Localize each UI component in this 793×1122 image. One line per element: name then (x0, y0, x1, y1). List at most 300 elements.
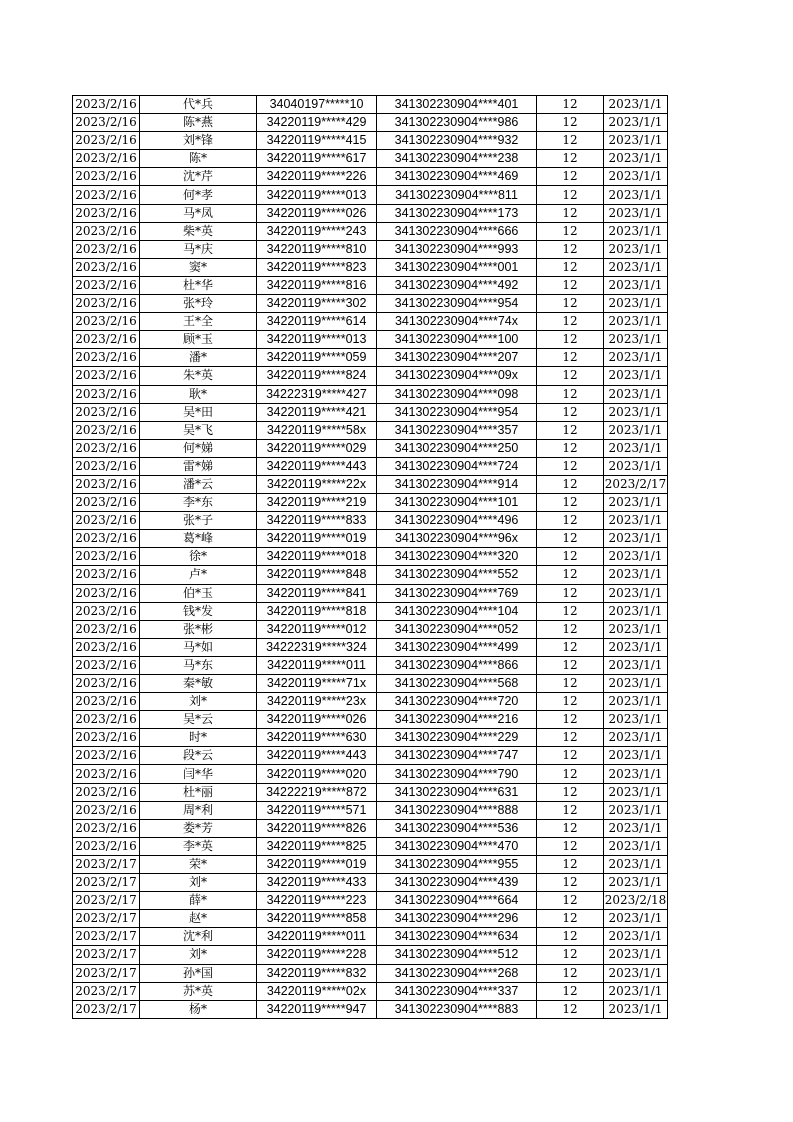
table-row (73, 584, 668, 602)
id-number-cell: 34220119*****228 (257, 946, 377, 964)
account-number-cell: 341302230904****769 (377, 584, 537, 602)
start-date-cell: 2023/1/1 (604, 114, 668, 132)
date-cell: 2023/2/16 (73, 837, 140, 855)
date-cell: 2023/2/16 (73, 656, 140, 674)
count-cell: 12 (537, 276, 604, 294)
name-cell: 苏*英 (140, 982, 257, 1000)
date-cell: 2023/2/16 (73, 186, 140, 204)
start-date-cell: 2023/1/1 (604, 747, 668, 765)
id-number-cell: 34220119*****443 (257, 457, 377, 475)
id-number-cell: 34220119*****415 (257, 132, 377, 150)
id-number-cell: 34220119*****58x (257, 421, 377, 439)
start-date-cell: 2023/1/1 (604, 1000, 668, 1018)
table-row (73, 403, 668, 421)
start-date-cell: 2023/1/1 (604, 982, 668, 1000)
name-cell: 沈*芹 (140, 168, 257, 186)
table-row (73, 620, 668, 638)
account-number-cell: 341302230904****955 (377, 855, 537, 873)
account-number-cell: 341302230904****104 (377, 602, 537, 620)
table-row (73, 765, 668, 783)
table-row (73, 494, 668, 512)
count-cell: 12 (537, 132, 604, 150)
id-number-cell: 34220119*****026 (257, 204, 377, 222)
count-cell: 12 (537, 150, 604, 168)
name-cell: 伯*玉 (140, 584, 257, 602)
count-cell: 12 (537, 186, 604, 204)
date-cell: 2023/2/17 (73, 874, 140, 892)
date-cell: 2023/2/16 (73, 331, 140, 349)
name-cell: 李*英 (140, 837, 257, 855)
id-number-cell: 34222219*****872 (257, 783, 377, 801)
id-number-cell: 34220119*****22x (257, 475, 377, 493)
name-cell: 何*孝 (140, 186, 257, 204)
table-row (73, 693, 668, 711)
name-cell: 吴*云 (140, 711, 257, 729)
date-cell: 2023/2/16 (73, 258, 140, 276)
table-row (73, 349, 668, 367)
count-cell: 12 (537, 892, 604, 910)
date-cell: 2023/2/16 (73, 765, 140, 783)
start-date-cell: 2023/1/1 (604, 964, 668, 982)
name-cell: 徐* (140, 548, 257, 566)
id-number-cell: 34040197*****10 (257, 96, 377, 114)
table-row (73, 186, 668, 204)
start-date-cell: 2023/1/1 (604, 349, 668, 367)
account-number-cell: 341302230904****492 (377, 276, 537, 294)
account-number-cell: 341302230904****986 (377, 114, 537, 132)
id-number-cell: 34220119*****013 (257, 186, 377, 204)
table-row (73, 313, 668, 331)
name-cell: 李*东 (140, 494, 257, 512)
table-row (73, 910, 668, 928)
count-cell: 12 (537, 693, 604, 711)
account-number-cell: 341302230904****238 (377, 150, 537, 168)
id-number-cell: 34220119*****421 (257, 403, 377, 421)
date-cell: 2023/2/17 (73, 892, 140, 910)
account-number-cell: 341302230904****720 (377, 693, 537, 711)
table-row (73, 837, 668, 855)
account-number-cell: 341302230904****954 (377, 295, 537, 313)
account-number-cell: 341302230904****954 (377, 403, 537, 421)
start-date-cell: 2023/1/1 (604, 150, 668, 168)
name-cell: 马*东 (140, 656, 257, 674)
start-date-cell: 2023/1/1 (604, 801, 668, 819)
date-cell: 2023/2/17 (73, 910, 140, 928)
name-cell: 张*玲 (140, 295, 257, 313)
table-row (73, 114, 668, 132)
count-cell: 12 (537, 548, 604, 566)
table-row (73, 656, 668, 674)
table-row (73, 892, 668, 910)
count-cell: 12 (537, 439, 604, 457)
start-date-cell: 2023/1/1 (604, 946, 668, 964)
count-cell: 12 (537, 656, 604, 674)
start-date-cell: 2023/1/1 (604, 530, 668, 548)
count-cell: 12 (537, 385, 604, 403)
name-cell: 娄*芳 (140, 819, 257, 837)
date-cell: 2023/2/16 (73, 385, 140, 403)
start-date-cell: 2023/1/1 (604, 222, 668, 240)
table-row (73, 946, 668, 964)
start-date-cell: 2023/1/1 (604, 331, 668, 349)
name-cell: 钱*发 (140, 602, 257, 620)
name-cell: 闫*华 (140, 765, 257, 783)
table-row (73, 295, 668, 313)
start-date-cell: 2023/1/1 (604, 96, 668, 114)
id-number-cell: 34222319*****427 (257, 385, 377, 403)
name-cell: 杜*华 (140, 276, 257, 294)
count-cell: 12 (537, 783, 604, 801)
name-cell: 杨* (140, 1000, 257, 1018)
count-cell: 12 (537, 367, 604, 385)
date-cell: 2023/2/16 (73, 675, 140, 693)
table-row (73, 331, 668, 349)
count-cell: 12 (537, 96, 604, 114)
count-cell: 12 (537, 620, 604, 638)
count-cell: 12 (537, 982, 604, 1000)
name-cell: 沈*利 (140, 928, 257, 946)
id-number-cell: 34220119*****816 (257, 276, 377, 294)
name-cell: 耿* (140, 385, 257, 403)
name-cell: 朱*英 (140, 367, 257, 385)
count-cell: 12 (537, 258, 604, 276)
id-number-cell: 34220119*****947 (257, 1000, 377, 1018)
id-number-cell: 34220119*****012 (257, 620, 377, 638)
count-cell: 12 (537, 204, 604, 222)
table-row (73, 638, 668, 656)
name-cell: 马*庆 (140, 240, 257, 258)
table-row (73, 874, 668, 892)
count-cell: 12 (537, 530, 604, 548)
start-date-cell: 2023/1/1 (604, 837, 668, 855)
name-cell: 张*子 (140, 512, 257, 530)
count-cell: 12 (537, 765, 604, 783)
id-number-cell: 34220119*****630 (257, 729, 377, 747)
name-cell: 孙*国 (140, 964, 257, 982)
name-cell: 薛* (140, 892, 257, 910)
start-date-cell: 2023/1/1 (604, 132, 668, 150)
name-cell: 时* (140, 729, 257, 747)
table-row (73, 675, 668, 693)
date-cell: 2023/2/16 (73, 276, 140, 294)
account-number-cell: 341302230904****568 (377, 675, 537, 693)
id-number-cell: 34220119*****833 (257, 512, 377, 530)
account-number-cell: 341302230904****439 (377, 874, 537, 892)
table-row (73, 512, 668, 530)
name-cell: 潘*云 (140, 475, 257, 493)
name-cell: 段*云 (140, 747, 257, 765)
count-cell: 12 (537, 855, 604, 873)
date-cell: 2023/2/16 (73, 114, 140, 132)
name-cell: 赵* (140, 910, 257, 928)
date-cell: 2023/2/16 (73, 729, 140, 747)
name-cell: 卢* (140, 566, 257, 584)
start-date-cell: 2023/1/1 (604, 566, 668, 584)
table-row (73, 801, 668, 819)
date-cell: 2023/2/16 (73, 439, 140, 457)
account-number-cell: 341302230904****993 (377, 240, 537, 258)
name-cell: 马*如 (140, 638, 257, 656)
id-number-cell: 34220119*****810 (257, 240, 377, 258)
account-number-cell: 341302230904****268 (377, 964, 537, 982)
id-number-cell: 34220119*****71x (257, 675, 377, 693)
date-cell: 2023/2/16 (73, 638, 140, 656)
table-row (73, 711, 668, 729)
account-number-cell: 341302230904****296 (377, 910, 537, 928)
table-row (73, 150, 668, 168)
start-date-cell: 2023/1/1 (604, 457, 668, 475)
table-row (73, 421, 668, 439)
id-number-cell: 34220119*****020 (257, 765, 377, 783)
start-date-cell: 2023/1/1 (604, 258, 668, 276)
start-date-cell: 2023/1/1 (604, 656, 668, 674)
table-row (73, 276, 668, 294)
table-row (73, 132, 668, 150)
table-row (73, 747, 668, 765)
id-number-cell: 34220119*****824 (257, 367, 377, 385)
start-date-cell: 2023/1/1 (604, 240, 668, 258)
date-cell: 2023/2/17 (73, 928, 140, 946)
account-number-cell: 341302230904****74x (377, 313, 537, 331)
count-cell: 12 (537, 349, 604, 367)
date-cell: 2023/2/16 (73, 349, 140, 367)
start-date-cell: 2023/1/1 (604, 855, 668, 873)
name-cell: 吴*田 (140, 403, 257, 421)
account-number-cell: 341302230904****337 (377, 982, 537, 1000)
count-cell: 12 (537, 910, 604, 928)
date-cell: 2023/2/16 (73, 403, 140, 421)
account-number-cell: 341302230904****914 (377, 475, 537, 493)
name-cell: 刘* (140, 693, 257, 711)
date-cell: 2023/2/16 (73, 96, 140, 114)
id-number-cell: 34220119*****443 (257, 747, 377, 765)
count-cell: 12 (537, 512, 604, 530)
id-number-cell: 34220119*****219 (257, 494, 377, 512)
date-cell: 2023/2/16 (73, 168, 140, 186)
date-cell: 2023/2/16 (73, 132, 140, 150)
name-cell: 马*凤 (140, 204, 257, 222)
account-number-cell: 341302230904****512 (377, 946, 537, 964)
account-number-cell: 341302230904****469 (377, 168, 537, 186)
table-row (73, 367, 668, 385)
name-cell: 杜*丽 (140, 783, 257, 801)
name-cell: 秦*敏 (140, 675, 257, 693)
date-cell: 2023/2/17 (73, 855, 140, 873)
count-cell: 12 (537, 313, 604, 331)
count-cell: 12 (537, 1000, 604, 1018)
start-date-cell: 2023/1/1 (604, 494, 668, 512)
count-cell: 12 (537, 168, 604, 186)
date-cell: 2023/2/16 (73, 584, 140, 602)
count-cell: 12 (537, 222, 604, 240)
account-number-cell: 341302230904****496 (377, 512, 537, 530)
account-number-cell: 341302230904****499 (377, 638, 537, 656)
table-row (73, 530, 668, 548)
table-row (73, 204, 668, 222)
id-number-cell: 34220119*****019 (257, 530, 377, 548)
count-cell: 12 (537, 114, 604, 132)
table-row (73, 258, 668, 276)
start-date-cell: 2023/1/1 (604, 638, 668, 656)
name-cell: 周*利 (140, 801, 257, 819)
id-number-cell: 34220119*****841 (257, 584, 377, 602)
count-cell: 12 (537, 457, 604, 475)
name-cell: 雷*娣 (140, 457, 257, 475)
date-cell: 2023/2/16 (73, 240, 140, 258)
id-number-cell: 34220119*****02x (257, 982, 377, 1000)
table-row (73, 819, 668, 837)
table-row (73, 1000, 668, 1018)
start-date-cell: 2023/1/1 (604, 874, 668, 892)
start-date-cell: 2023/1/1 (604, 421, 668, 439)
date-cell: 2023/2/16 (73, 313, 140, 331)
account-number-cell: 341302230904****052 (377, 620, 537, 638)
table-row (73, 168, 668, 186)
name-cell: 陈* (140, 150, 257, 168)
id-number-cell: 34220119*****243 (257, 222, 377, 240)
count-cell: 12 (537, 475, 604, 493)
id-number-cell: 34220119*****571 (257, 801, 377, 819)
count-cell: 12 (537, 566, 604, 584)
count-cell: 12 (537, 421, 604, 439)
count-cell: 12 (537, 801, 604, 819)
start-date-cell: 2023/1/1 (604, 729, 668, 747)
account-number-cell: 341302230904****09x (377, 367, 537, 385)
name-cell: 葛*峰 (140, 530, 257, 548)
start-date-cell: 2023/1/1 (604, 313, 668, 331)
count-cell: 12 (537, 964, 604, 982)
date-cell: 2023/2/16 (73, 222, 140, 240)
table-row (73, 964, 668, 982)
count-cell: 12 (537, 747, 604, 765)
account-number-cell: 341302230904****724 (377, 457, 537, 475)
id-number-cell: 34220119*****832 (257, 964, 377, 982)
table-row (73, 928, 668, 946)
table-row (73, 475, 668, 493)
start-date-cell: 2023/1/1 (604, 439, 668, 457)
start-date-cell: 2023/1/1 (604, 765, 668, 783)
count-cell: 12 (537, 602, 604, 620)
count-cell: 12 (537, 331, 604, 349)
id-number-cell: 34220119*****848 (257, 566, 377, 584)
name-cell: 张*彬 (140, 620, 257, 638)
date-cell: 2023/2/16 (73, 295, 140, 313)
table-row (73, 385, 668, 403)
start-date-cell: 2023/1/1 (604, 204, 668, 222)
start-date-cell: 2023/1/1 (604, 512, 668, 530)
start-date-cell: 2023/1/1 (604, 783, 668, 801)
account-number-cell: 341302230904****552 (377, 566, 537, 584)
id-number-cell: 34220119*****011 (257, 656, 377, 674)
account-number-cell: 341302230904****747 (377, 747, 537, 765)
start-date-cell: 2023/1/1 (604, 620, 668, 638)
date-cell: 2023/2/16 (73, 421, 140, 439)
date-cell: 2023/2/16 (73, 783, 140, 801)
account-number-cell: 341302230904****100 (377, 331, 537, 349)
start-date-cell: 2023/1/1 (604, 584, 668, 602)
date-cell: 2023/2/17 (73, 1000, 140, 1018)
count-cell: 12 (537, 494, 604, 512)
date-cell: 2023/2/16 (73, 367, 140, 385)
count-cell: 12 (537, 928, 604, 946)
count-cell: 12 (537, 874, 604, 892)
name-cell: 陈*燕 (140, 114, 257, 132)
account-number-cell: 341302230904****207 (377, 349, 537, 367)
date-cell: 2023/2/17 (73, 982, 140, 1000)
account-number-cell: 341302230904****216 (377, 711, 537, 729)
date-cell: 2023/2/16 (73, 494, 140, 512)
start-date-cell: 2023/1/1 (604, 675, 668, 693)
account-number-cell: 341302230904****634 (377, 928, 537, 946)
start-date-cell: 2023/1/1 (604, 186, 668, 204)
table-body (73, 96, 668, 1019)
start-date-cell: 2023/1/1 (604, 928, 668, 946)
id-number-cell: 34220119*****429 (257, 114, 377, 132)
id-number-cell: 34220119*****059 (257, 349, 377, 367)
date-cell: 2023/2/16 (73, 693, 140, 711)
date-cell: 2023/2/16 (73, 747, 140, 765)
start-date-cell: 2023/1/1 (604, 819, 668, 837)
start-date-cell: 2023/1/1 (604, 910, 668, 928)
start-date-cell: 2023/1/1 (604, 367, 668, 385)
account-number-cell: 341302230904****932 (377, 132, 537, 150)
date-cell: 2023/2/17 (73, 964, 140, 982)
account-number-cell: 341302230904****811 (377, 186, 537, 204)
id-number-cell: 34220119*****433 (257, 874, 377, 892)
date-cell: 2023/2/16 (73, 819, 140, 837)
account-number-cell: 341302230904****173 (377, 204, 537, 222)
date-cell: 2023/2/16 (73, 475, 140, 493)
date-cell: 2023/2/16 (73, 801, 140, 819)
account-number-cell: 341302230904****790 (377, 765, 537, 783)
name-cell: 刘* (140, 874, 257, 892)
account-number-cell: 341302230904****470 (377, 837, 537, 855)
date-cell: 2023/2/16 (73, 530, 140, 548)
date-cell: 2023/2/17 (73, 946, 140, 964)
start-date-cell: 2023/1/1 (604, 276, 668, 294)
id-number-cell: 34220119*****617 (257, 150, 377, 168)
id-number-cell: 34222319*****324 (257, 638, 377, 656)
name-cell: 何*娣 (140, 439, 257, 457)
date-cell: 2023/2/16 (73, 602, 140, 620)
name-cell: 柴*英 (140, 222, 257, 240)
count-cell: 12 (537, 819, 604, 837)
start-date-cell: 2023/1/1 (604, 295, 668, 313)
start-date-cell: 2023/1/1 (604, 548, 668, 566)
start-date-cell: 2023/1/1 (604, 602, 668, 620)
count-cell: 12 (537, 403, 604, 421)
id-number-cell: 34220119*****013 (257, 331, 377, 349)
id-number-cell: 34220119*****019 (257, 855, 377, 873)
start-date-cell: 2023/1/1 (604, 385, 668, 403)
table-row (73, 96, 668, 114)
date-cell: 2023/2/16 (73, 457, 140, 475)
date-cell: 2023/2/16 (73, 711, 140, 729)
date-cell: 2023/2/16 (73, 150, 140, 168)
account-number-cell: 341302230904****229 (377, 729, 537, 747)
account-number-cell: 341302230904****631 (377, 783, 537, 801)
account-number-cell: 341302230904****883 (377, 1000, 537, 1018)
name-cell: 顾*玉 (140, 331, 257, 349)
account-number-cell: 341302230904****250 (377, 439, 537, 457)
table-row (73, 439, 668, 457)
start-date-cell: 2023/1/1 (604, 403, 668, 421)
date-cell: 2023/2/16 (73, 204, 140, 222)
name-cell: 潘* (140, 349, 257, 367)
id-number-cell: 34220119*****011 (257, 928, 377, 946)
account-number-cell: 341302230904****866 (377, 656, 537, 674)
name-cell: 王*全 (140, 313, 257, 331)
